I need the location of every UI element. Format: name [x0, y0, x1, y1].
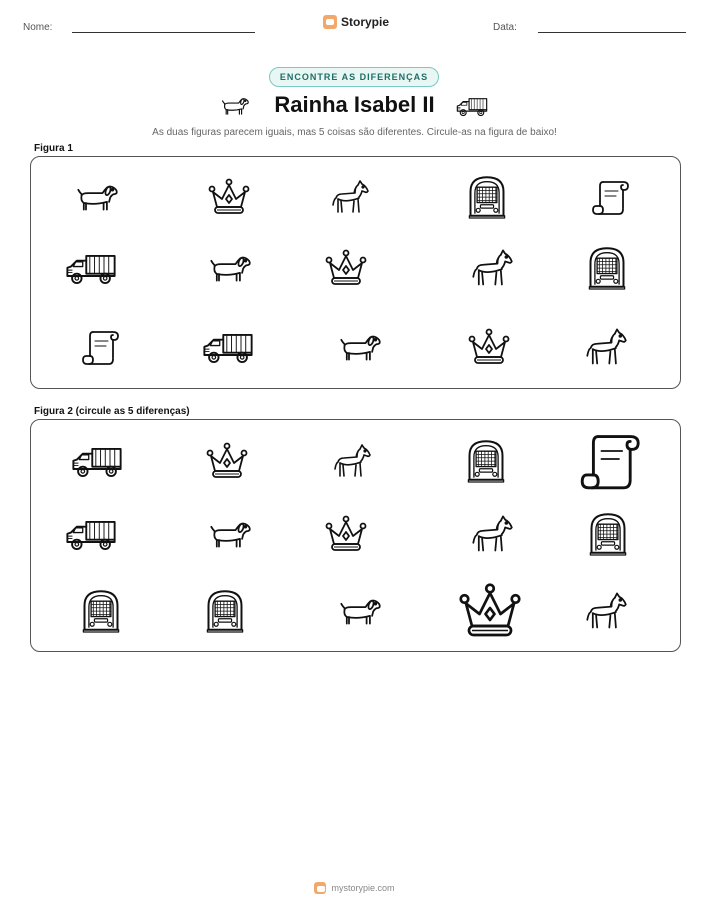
figure1-crown-icon [467, 327, 511, 367]
figure2-radio-icon[interactable] [203, 588, 247, 634]
figure1-horse-icon [330, 177, 370, 217]
figure2-horse-icon[interactable] [332, 441, 372, 481]
storypie-logo-icon [314, 882, 326, 894]
figure1-label: Figura 1 [34, 143, 73, 154]
figure1-dog-icon [75, 181, 119, 214]
figure2-crown-icon[interactable] [324, 514, 368, 554]
brand-name: Storypie [341, 15, 390, 29]
date-field[interactable] [538, 32, 686, 33]
figure2-horse-icon[interactable] [470, 512, 514, 556]
figure2-crown-icon[interactable] [205, 441, 249, 481]
title-truck-icon [455, 95, 489, 117]
figure1-dog-icon [208, 252, 252, 285]
figure1-truck-icon [202, 329, 254, 364]
figure1-crown-icon [324, 248, 368, 288]
figure2-dog-icon[interactable] [208, 518, 252, 551]
figure2-crown-icon[interactable] [457, 581, 523, 641]
figure2-scroll-icon[interactable] [579, 427, 643, 494]
figure2-truck-icon[interactable] [71, 443, 123, 478]
figure2-radio-icon[interactable] [79, 588, 123, 634]
figure1-crown-icon [207, 177, 251, 217]
figure1-horse-icon [584, 325, 628, 369]
figure1-scroll-icon [591, 176, 631, 218]
name-label: Nome: [23, 22, 53, 33]
figure2-radio-icon[interactable] [586, 511, 630, 557]
page-title: Rainha Isabel II [274, 92, 435, 117]
figure2-label: Figura 2 (circule as 5 diferenças) [34, 406, 190, 417]
footer [0, 882, 709, 894]
date-label: Data: [493, 22, 517, 33]
activity-badge: ENCONTRE AS DIFERENÇAS [269, 67, 439, 87]
figure2-radio-icon[interactable] [464, 438, 508, 484]
figure1-radio-icon [465, 174, 509, 220]
figure1-scroll-icon [81, 326, 121, 368]
instructions: As duas figuras parecem iguais, mas 5 coisas são diferentes. Circule-as na figura de baixo! [152, 127, 557, 138]
figure2-dog-icon[interactable] [338, 595, 382, 628]
name-field[interactable] [72, 32, 255, 33]
figure2-horse-icon[interactable] [584, 589, 628, 633]
storypie-logo-icon [323, 15, 337, 29]
figure1-dog-icon [338, 331, 382, 364]
brand-logo [323, 15, 389, 29]
footer-url[interactable]: mystorypie.com [331, 883, 395, 893]
figure1-horse-icon [470, 246, 514, 290]
figure1-truck-icon [65, 250, 117, 285]
figure1-radio-icon [585, 245, 629, 291]
figure2-truck-icon[interactable] [65, 516, 117, 551]
